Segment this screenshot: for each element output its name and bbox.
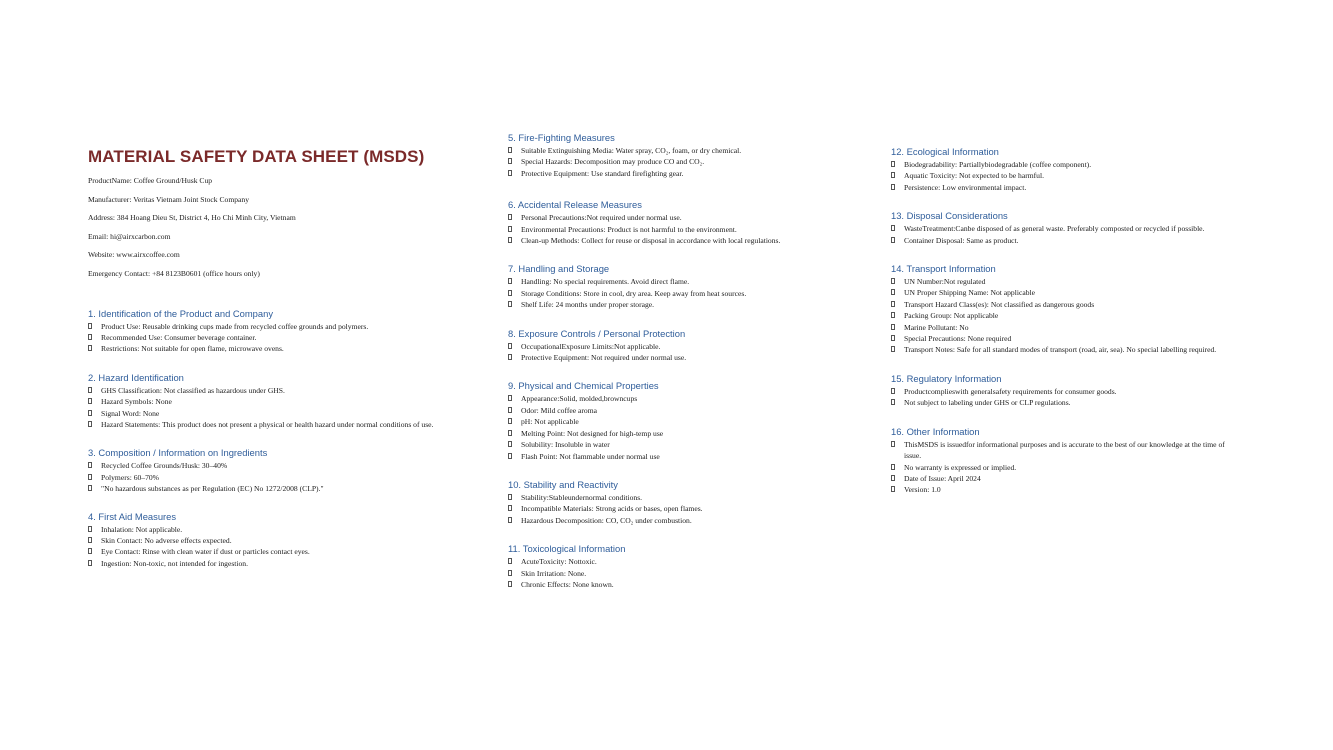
- list-item-text: ThisMSDS is issuedfor informational purposes and is accurate to the best of our knowledge at the time of issue.: [904, 439, 1225, 461]
- list-item-text: Transport Hazard Class(es): Not classified as dangerous goods: [904, 299, 1095, 309]
- bullet-box-icon: [891, 464, 895, 470]
- bullet-box-icon: [508, 570, 512, 576]
- list-item: [508, 556, 868, 567]
- bullet-box-icon: [891, 399, 895, 405]
- list-item: [891, 462, 1231, 473]
- document-title: MATERIAL SAFETY DATA SHEET (MSDS): [88, 147, 425, 166]
- bullet-box-icon: [891, 225, 895, 231]
- bullet-box-icon: [508, 158, 512, 164]
- list-item: [88, 524, 468, 535]
- list-item: [891, 235, 1231, 246]
- section-handling-storage: [508, 263, 868, 310]
- list-item: [508, 405, 868, 416]
- list-item-text: Flash Point: Not flammable under normal use: [521, 451, 660, 461]
- bullet-box-icon: [88, 345, 92, 351]
- bullet-box-icon: [508, 395, 512, 401]
- list-item: [891, 170, 1231, 181]
- list-item-text: Special Precautions: None required: [904, 334, 1012, 344]
- list-item-text: Appearance:Solid, molded,browncups: [521, 394, 638, 404]
- list-item-text: Suitable Extinguishing Media: Water spray, CO₂, foam, or dry chemical.: [521, 146, 742, 155]
- list-item: [88, 558, 468, 569]
- bullet-box-icon: [88, 387, 92, 393]
- section-composition: [88, 447, 468, 494]
- section-hazard-identification: [88, 372, 468, 431]
- list-item-text: Stability:Stableundernormal conditions.: [521, 492, 643, 502]
- section-physical-chemical: [508, 380, 868, 461]
- section-ecological: [891, 146, 1231, 193]
- list-item-text: Version: 1.0: [904, 485, 941, 495]
- list-item: [508, 224, 868, 235]
- list-item: [891, 287, 1231, 298]
- section-heading: 9. Physical and Chemical Properties: [508, 380, 659, 392]
- list-item-text: Incompatible Materials: Strong acids or bases, open flames.: [521, 504, 703, 514]
- bullet-box-icon: [508, 581, 512, 587]
- list-item: [508, 579, 868, 590]
- section-heading: 5. Fire-Fighting Measures: [508, 132, 615, 143]
- meta-website: Website: www.airxcoffee.com: [88, 250, 180, 260]
- bullet-box-icon: [88, 462, 92, 468]
- list-item-text: Handling: No special requirements. Avoid direct flame.: [521, 277, 690, 287]
- list-item-text: Persistence: Low environmental impact.: [904, 182, 1027, 192]
- list-item: [88, 546, 468, 557]
- section-transport: [891, 263, 1231, 356]
- list-item-text: Aquatic Toxicity: Not expected to be harmful.: [904, 171, 1044, 181]
- list-item-text: Storage Conditions: Store in cool, dry area. Keep away from heat sources.: [521, 288, 747, 298]
- list-item-text: GHS Classification: Not classified as hazardous under GHS.: [101, 385, 285, 395]
- list-item-text: Signal Word: None: [101, 408, 160, 418]
- list-item: [508, 568, 868, 579]
- bullet-box-icon: [891, 278, 895, 284]
- section-toxicological: [508, 543, 868, 590]
- bullet-box-icon: [88, 526, 92, 532]
- list-item-text: Skin Irritation: None.: [521, 568, 587, 578]
- bullet-list: [891, 159, 1231, 193]
- bullet-box-icon: [508, 301, 512, 307]
- list-item: [88, 483, 468, 494]
- list-item-text: Inhalation: Not applicable.: [101, 524, 183, 534]
- list-item: [508, 352, 868, 363]
- list-item-text: Clean-up Methods: Collect for reuse or disposal in accordance with local regulations.: [521, 236, 781, 246]
- list-item-text: Ingestion: Non-toxic, not intended for ingestion.: [101, 558, 248, 568]
- bullet-box-icon: [508, 418, 512, 424]
- bullet-list: [88, 524, 468, 570]
- bullet-box-icon: [508, 494, 512, 500]
- list-item: [88, 332, 468, 343]
- list-item: [508, 428, 868, 439]
- bullet-box-icon: [508, 147, 512, 153]
- list-item-text: Hazard Statements: This product does not present a physical or health hazard under normal conditions of use.: [101, 420, 434, 429]
- column-middle: [508, 132, 868, 590]
- meta-manufacturer: Manufacturer: Veritas Vietnam Joint Stock Company: [88, 194, 250, 204]
- bullet-box-icon: [891, 184, 895, 190]
- list-item-text: Packing Group: Not applicable: [904, 311, 999, 321]
- list-item-text: Not subject to labeling under GHS or CLP regulations.: [904, 398, 1071, 408]
- list-item-text: No warranty is expressed or implied.: [904, 462, 1017, 472]
- section-heading: 1. Identification of the Product and Company: [88, 307, 274, 319]
- list-item-text: Container Disposal: Same as product.: [904, 235, 1019, 245]
- bullet-box-icon: [891, 441, 895, 447]
- list-item: [508, 299, 868, 310]
- bullet-box-icon: [88, 560, 92, 566]
- list-item: [891, 159, 1231, 170]
- list-item: [891, 223, 1231, 234]
- list-item: [88, 408, 468, 419]
- bullet-box-icon: [88, 398, 92, 404]
- list-item: [88, 472, 468, 483]
- bullet-box-icon: [891, 312, 895, 318]
- list-item: [508, 156, 868, 167]
- bullet-box-icon: [891, 475, 895, 481]
- section-heading: 2. Hazard Identification: [88, 371, 184, 383]
- section-heading: 14. Transport Information: [891, 263, 996, 275]
- list-item-text: UN Number:Not regulated: [904, 277, 986, 287]
- list-item: [88, 460, 468, 471]
- list-item-text: Melting Point: Not designed for high-temp use: [521, 428, 664, 438]
- list-item-text: Special Hazards: Decomposition may produce CO and CO₂.: [521, 157, 705, 167]
- bullet-box-icon: [508, 214, 512, 220]
- bullet-box-icon: [891, 486, 895, 492]
- list-item-text: Environmental Precautions: Product is not harmful to the environment.: [521, 224, 737, 234]
- list-item: [88, 396, 468, 407]
- section-regulatory: [891, 373, 1231, 409]
- list-item: [891, 439, 1231, 462]
- section-accidental-release: [508, 199, 868, 246]
- list-item-text: OccupationalExposure Limits:Not applicable.: [521, 341, 661, 351]
- list-item-text: Recycled Coffee Grounds/Husk: 30–40%: [101, 461, 228, 471]
- section-heading: 4. First Aid Measures: [88, 510, 177, 522]
- section-stability-reactivity: [508, 479, 868, 526]
- bullet-box-icon: [88, 334, 92, 340]
- list-item: [508, 451, 868, 462]
- bullet-box-icon: [891, 289, 895, 295]
- bullet-box-icon: [508, 278, 512, 284]
- bullet-list: [508, 341, 868, 364]
- list-item: [508, 276, 868, 287]
- bullet-box-icon: [891, 388, 895, 394]
- list-item: [508, 341, 868, 352]
- list-item: [891, 473, 1231, 484]
- list-item-text: Hazard Symbols: None: [101, 397, 172, 407]
- bullet-box-icon: [508, 343, 512, 349]
- list-item-text: Productcomplieswith generalsafety requirements for consumer goods.: [904, 386, 1117, 396]
- list-item: [508, 515, 868, 526]
- list-item-text: UN Proper Shipping Name: Not applicable: [904, 288, 1035, 298]
- section-fire-fighting: [508, 132, 868, 179]
- bullet-list: [891, 223, 1231, 246]
- list-item: [88, 385, 468, 396]
- meta-emergency-contact: Emergency Contact: +84 8123B0601 (office hours only): [88, 268, 260, 278]
- list-item-text: Odor: Mild coffee aroma: [521, 405, 597, 415]
- list-item-text: Biodegradability: Partiallybiodegradable (coffee component).: [904, 160, 1092, 169]
- section-heading: 7. Handling and Storage: [508, 263, 610, 275]
- list-item-text: Eye Contact: Rinse with clean water if dust or particles contact eyes.: [101, 547, 310, 557]
- bullet-box-icon: [508, 407, 512, 413]
- list-item: [508, 416, 868, 427]
- list-item: [508, 393, 868, 404]
- bullet-list: [508, 556, 868, 590]
- bullet-box-icon: [88, 421, 92, 427]
- bullet-box-icon: [891, 172, 895, 178]
- bullet-box-icon: [508, 237, 512, 243]
- bullet-box-icon: [508, 453, 512, 459]
- list-item: [891, 386, 1231, 397]
- list-item: [88, 321, 468, 332]
- section-heading: 16. Other Information: [891, 425, 980, 437]
- bullet-box-icon: [891, 346, 895, 352]
- list-item: [891, 276, 1231, 287]
- bullet-box-icon: [508, 517, 512, 523]
- bullet-box-icon: [508, 430, 512, 436]
- meta-product-name: ProductName: Coffee Ground/Husk Cup: [88, 176, 213, 185]
- bullet-list: [88, 321, 468, 355]
- section-disposal: [891, 210, 1231, 246]
- list-item: [508, 439, 868, 450]
- bullet-list: [88, 385, 468, 431]
- bullet-list: [508, 212, 868, 246]
- bullet-box-icon: [891, 301, 895, 307]
- section-heading: 11. Toxicological Information: [508, 543, 626, 555]
- bullet-list: [508, 276, 868, 310]
- list-item-text: WasteTreatment:Canbe disposed of as general waste. Preferably composted or recycled if possible.: [904, 224, 1205, 234]
- list-item: [88, 419, 468, 430]
- list-item: [88, 535, 468, 546]
- list-item-text: Protective Equipment: Use standard firefighting gear.: [521, 168, 684, 178]
- bullet-box-icon: [891, 324, 895, 330]
- bullet-box-icon: [508, 505, 512, 511]
- meta-address: Address: 384 Hoang Dieu St, District 4, Ho Chi Minh City, Vietnam: [88, 213, 296, 223]
- list-item-text: Date of Issue: April 2024: [904, 473, 981, 483]
- section-heading: 15. Regulatory Information: [891, 372, 1002, 384]
- bullet-box-icon: [891, 237, 895, 243]
- section-heading: 13. Disposal Considerations: [891, 210, 1008, 222]
- bullet-box-icon: [88, 537, 92, 543]
- list-item: [508, 235, 868, 246]
- list-item: [508, 145, 868, 156]
- section-identification: [88, 308, 468, 355]
- list-item: [508, 168, 868, 179]
- bullet-box-icon: [88, 474, 92, 480]
- list-item-text: pH: Not applicable: [521, 417, 579, 427]
- bullet-list: [508, 145, 868, 179]
- section-heading: 10. Stability and Reactivity: [508, 478, 618, 490]
- bullet-list: [88, 460, 468, 494]
- list-item: [891, 397, 1231, 408]
- list-item-text: Restrictions: Not suitable for open flame, microwave ovens.: [101, 344, 284, 354]
- section-heading: 3. Composition / Information on Ingredients: [88, 447, 268, 459]
- list-item-text: Transport Notes: Safe for all standard modes of transport (road, air, sea). No special labelling required.: [904, 345, 1217, 355]
- bullet-list: [891, 439, 1231, 496]
- bullet-box-icon: [508, 226, 512, 232]
- list-item: [508, 212, 868, 223]
- list-item-text: Marine Pollutant: No: [904, 322, 969, 332]
- list-item-text: "No hazardous substances as per Regulation (EC) No 1272/2008 (CLP).": [101, 484, 324, 494]
- list-item-text: Product Use: Reusable drinking cups made from recycled coffee grounds and polymers.: [101, 321, 369, 331]
- list-item: [508, 492, 868, 503]
- section-other-information: [891, 426, 1231, 496]
- list-item: [891, 484, 1231, 495]
- list-item: [891, 344, 1231, 355]
- bullet-box-icon: [88, 548, 92, 554]
- bullet-box-icon: [891, 335, 895, 341]
- section-exposure-controls: [508, 328, 868, 364]
- list-item-text: Shelf Life: 24 months under proper storage.: [521, 300, 655, 310]
- list-item-text: Recommended Use: Consumer beverage container.: [101, 332, 257, 342]
- column-left: [88, 146, 468, 569]
- bullet-list: [508, 492, 868, 526]
- list-item: [891, 333, 1231, 344]
- section-first-aid: [88, 511, 468, 570]
- list-item-text: Personal Precautions:Not required under normal use.: [521, 213, 682, 223]
- bullet-box-icon: [88, 323, 92, 329]
- list-item: [88, 343, 468, 354]
- list-item-text: Solubility: Insoluble in water: [521, 440, 610, 450]
- bullet-box-icon: [508, 290, 512, 296]
- list-item-text: Hazardous Decomposition: CO, CO₂ under combustion.: [521, 515, 692, 525]
- list-item-text: Protective Equipment: Not required under normal use.: [521, 353, 687, 363]
- list-item-text: Skin Contact: No adverse effects expected.: [101, 536, 232, 546]
- bullet-box-icon: [508, 354, 512, 360]
- column-right: [891, 146, 1231, 496]
- bullet-box-icon: [508, 558, 512, 564]
- list-item: [891, 310, 1231, 321]
- list-item: [508, 503, 868, 514]
- section-heading: 6. Accidental Release Measures: [508, 199, 642, 211]
- section-heading: 12. Ecological Information: [891, 146, 999, 157]
- list-item-text: AcuteToxicity: Nottoxic.: [521, 557, 597, 567]
- bullet-box-icon: [88, 410, 92, 416]
- bullet-list: [891, 386, 1231, 409]
- bullet-box-icon: [508, 441, 512, 447]
- bullet-list: [508, 393, 868, 461]
- list-item: [891, 322, 1231, 333]
- bullet-box-icon: [508, 170, 512, 176]
- list-item-text: Polymers: 60–70%: [101, 472, 160, 482]
- list-item: [891, 182, 1231, 193]
- bullet-list: [891, 276, 1231, 356]
- list-item: [891, 299, 1231, 310]
- section-heading: 8. Exposure Controls / Personal Protection: [508, 327, 686, 339]
- list-item: [508, 288, 868, 299]
- bullet-box-icon: [891, 161, 895, 167]
- list-item-text: Chronic Effects: None known.: [521, 579, 614, 589]
- meta-email: Email: hi@airxcarbon.com: [88, 231, 171, 241]
- bullet-box-icon: [88, 485, 92, 491]
